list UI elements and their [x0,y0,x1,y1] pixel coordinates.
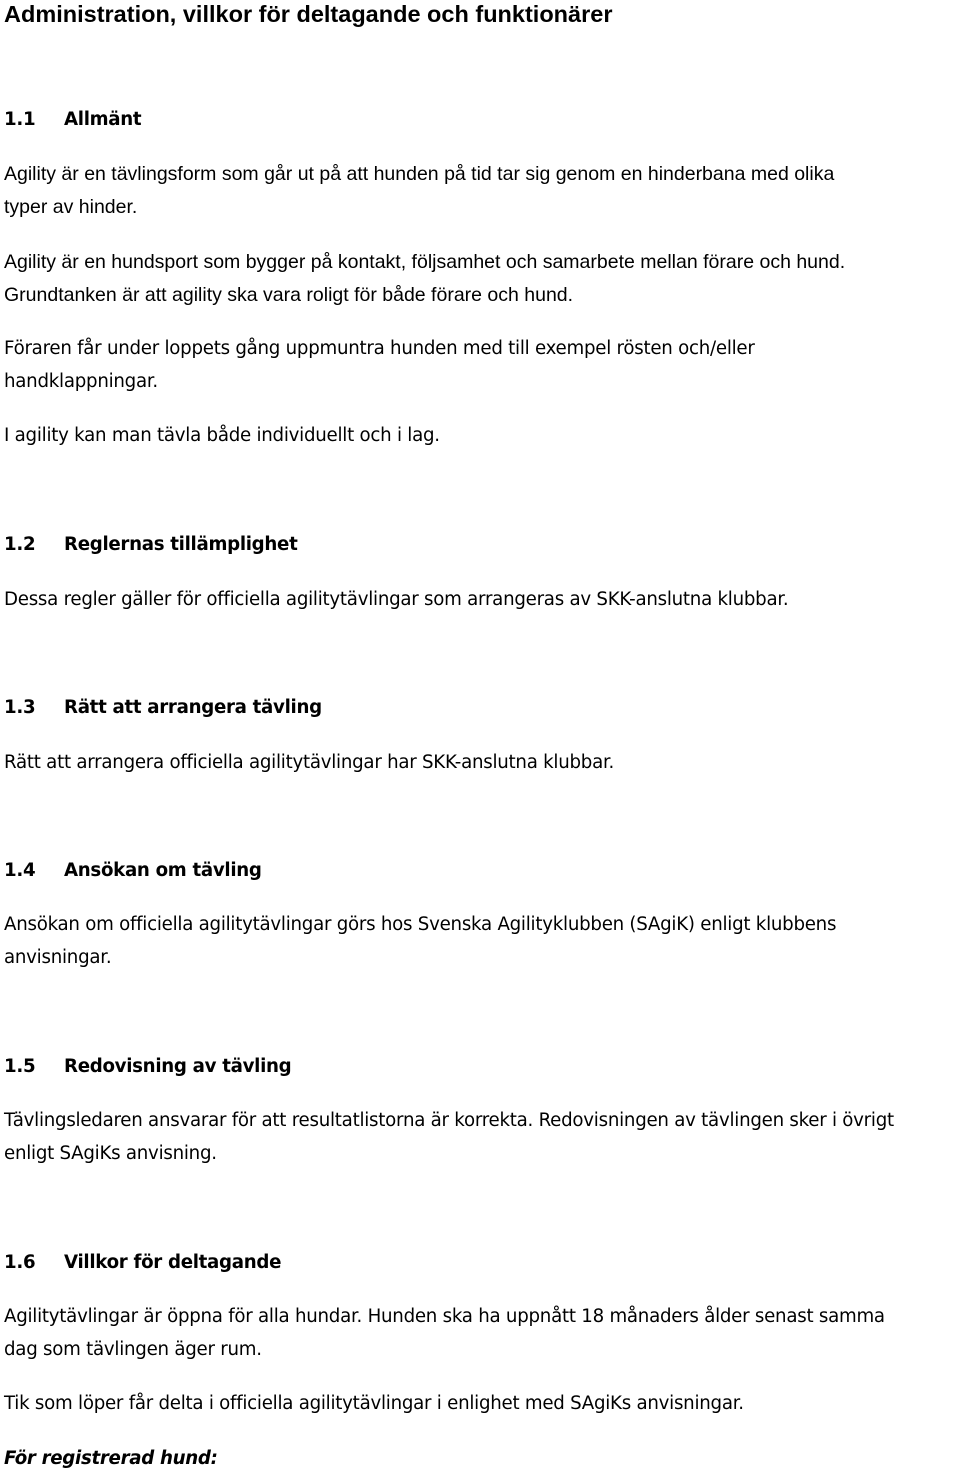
subheading-registered-dog: För registrerad hund: [4,1448,218,1469]
paragraph-line: Rätt att arrangera officiella agilitytävlingar har SKK-anslutna klubbar. [4,752,615,773]
paragraph-line: Grundtanken är att agility ska vara roligt för både förare och hund. [4,284,574,306]
paragraph-line: enligt SAgiKs anvisning. [4,1143,217,1164]
paragraph-line: Agility är en tävlingsform som går ut på att hunden på tid tar sig genom en hinderbana med olika [4,163,835,185]
section-number: 1.5 [4,1056,36,1077]
section-number: 1.4 [4,860,36,881]
section-title: Ansökan om tävling [64,860,262,881]
section-number: 1.3 [4,697,36,718]
paragraph-line: Tik som löper får delta i officiella agilitytävlingar i enlighet med SAgiKs anvisningar. [4,1393,744,1414]
section-heading-1-3 [4,696,322,720]
paragraph-line: Dessa regler gäller för officiella agilitytävlingar som arrangeras av SKK-anslutna klubbar. [4,589,789,610]
paragraph-line: anvisningar. [4,947,112,968]
paragraph-line: I agility kan man tävla både individuellt och i lag. [4,425,440,446]
paragraph-line: Agility är en hundsport som bygger på kontakt, följsamhet och samarbete mellan förare och hund. [4,251,846,273]
paragraph-line: Tävlingsledaren ansvarar för att resultatlistorna är korrekta. Redovisningen av tävlingen sker i övrigt [4,1110,894,1131]
section-title: Reglernas tillämplighet [64,534,298,555]
section-title: Rätt att arrangera tävling [64,697,322,718]
section-heading-1-2 [4,533,297,557]
section-number: 1.2 [4,534,36,555]
paragraph-line: Föraren får under loppets gång uppmuntra hunden med till exempel rösten och/eller [4,338,755,359]
paragraph-line: dag som tävlingen äger rum. [4,1339,262,1360]
section-number: 1.6 [4,1252,36,1273]
section-heading-1-5 [4,1055,291,1079]
section-heading-1-6 [4,1251,281,1275]
section-title: Redovisning av tävling [64,1056,292,1077]
paragraph-line: typer av hinder. [4,196,138,218]
section-title: Allmänt [64,109,142,130]
page-title: Administration, villkor för deltagande och funktionärer [4,1,613,27]
section-number: 1.1 [4,109,36,130]
paragraph-line: Ansökan om officiella agilitytävlingar görs hos Svenska Agilityklubben (SAgiK) enligt klubbens [4,914,837,935]
section-title: Villkor för deltagande [64,1252,282,1273]
section-heading-1-4 [4,859,262,883]
section-heading-1-1 [4,108,141,132]
paragraph-line: handklappningar. [4,371,158,392]
paragraph-line: Agilitytävlingar är öppna för alla hundar. Hunden ska ha uppnått 18 månaders ålder senast samma [4,1306,885,1327]
